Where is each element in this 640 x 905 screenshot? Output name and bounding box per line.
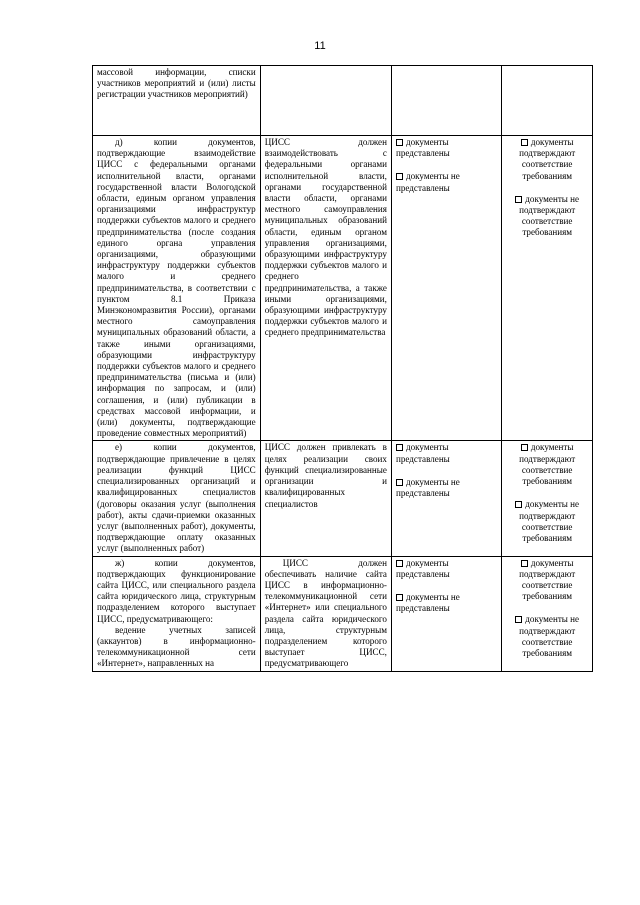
checkbox-icon[interactable] [515,501,522,508]
submission-cell [391,66,501,136]
checkbox-icon[interactable] [396,139,403,146]
checkbox-icon[interactable] [396,560,403,567]
requirement-cell [260,556,391,671]
option-submitted[interactable]: документы представлены [395,137,450,159]
requirement-cell: ЦИСС должен привлекать в целях реализации своих функций специализированные организации и квалифицированных специалистов [260,441,391,556]
table-row [93,441,593,556]
checkbox-icon[interactable] [396,173,403,180]
checkbox-icon[interactable] [521,560,528,567]
page-number: 11 [314,40,326,52]
compliance-cell [502,136,593,441]
option-not-submitted[interactable]: документы не представлены [395,171,460,193]
option-not-submitted[interactable]: документы не представлены [395,591,460,614]
option-submitted[interactable]: документы представлены [395,442,450,464]
document-cell [93,556,261,671]
compliance-cell [502,441,593,556]
option-compliant[interactable]: документы подтверждают соответствие требованиям [519,557,576,602]
requirement-text: ЦИСС должен обеспечивать наличие сайта ЦИСС в информационно-телекоммуникационной сети «Интернет» или специального раздела сайта юридического лица, структурным подразделением которого выступает ЦИСС, предусматривающего [264,557,387,669]
document-cell [93,136,261,441]
option-not-submitted[interactable]: документы не представлены [395,476,460,499]
table-row [93,66,593,136]
checkbox-icon[interactable] [396,479,403,486]
submission-cell [391,556,501,671]
option-not-compliant[interactable]: документы не подтверждают соответствие требованиям [506,614,588,659]
option-submitted[interactable]: документы представлены [395,557,450,579]
submission-cell [391,441,501,556]
document-text: д) копии документов, подтверждающие взаимодействие ЦИСС с федеральными органами исполнительной власти, органами государственной власти Вологодской области, единым органом управления организациями инфраструктур поддержки субъектов малого и среднего предпринимательства (после создания единого органа управления организациями, образующими инфраструктуру поддержки субъектов малого и среднего предпринимательства, в соответствии с пунктом 8.1 Приказа Минэкономразвития России), органами местного самоуправления муниципальных образований области, а также иными организациями, образующими инфраструктуру поддержки субъектов малого и среднего предпринимательства (письма и (или) информация по запросам, и (или) соглашения, и (или) публикации в средствах массовой информации, и (или) документы, подтверждающие проведение совместных мероприятий) [97,137,256,439]
checkbox-icon[interactable] [521,139,528,146]
document-cell: массовой информации, списки участников мероприятий и (или) листы регистрации участников мероприятий) [93,66,261,136]
document-cell [93,441,261,556]
checkbox-icon[interactable] [515,616,522,623]
table-row [93,556,593,671]
option-not-compliant[interactable]: документы не подтверждают соответствие требованиям [506,194,588,239]
checkbox-icon[interactable] [515,196,522,203]
document-text-continued: ведение учетных записей (аккаунтов) в информационно-телекоммуникационной сети «Интернет», направленных на [97,624,256,669]
document-text: ж) копии документов, подтверждающих функционирование сайта ЦИСС, или специального раздела сайта юридического лица, структурным подразделением которого выступает ЦИСС, предусматривающего: [97,557,256,624]
compliance-cell [502,556,593,671]
checkbox-icon[interactable] [521,444,528,451]
option-compliant[interactable]: документы подтверждают соответствие требованиям [519,442,576,487]
option-not-compliant[interactable]: документы не подтверждают соответствие требованиям [506,499,588,544]
requirement-cell: ЦИСС должен взаимодействовать с федеральными органами исполнительной власти, органами государственной власти области, органами местного самоуправления муниципальных образований области, единым органом управления организациями, образующими инфраструктуру поддержки субъектов малого и среднего предпринимательства, а также иными организациями, образующими инфраструктуру поддержки субъектов малого и среднего предпринимательства [260,136,391,441]
compliance-cell [502,66,593,136]
requirements-table [92,65,593,672]
checkbox-icon[interactable] [396,444,403,451]
checkbox-icon[interactable] [396,594,403,601]
table-row [93,136,593,441]
option-compliant[interactable]: документы подтверждают соответствие требованиям [519,137,576,181]
submission-cell [391,136,501,441]
requirement-cell [260,66,391,136]
document-text: е) копии документов, подтверждающие привлечение в целях реализации функций ЦИСС специализированных организаций и квалифицированных специалистов (договоры оказания услуг (выполнения работ), акты сдачи-приемки оказанных услуг (выполненных работ), документы, подтверждающие оплату оказанных услуг (выполненных работ) [97,442,256,554]
